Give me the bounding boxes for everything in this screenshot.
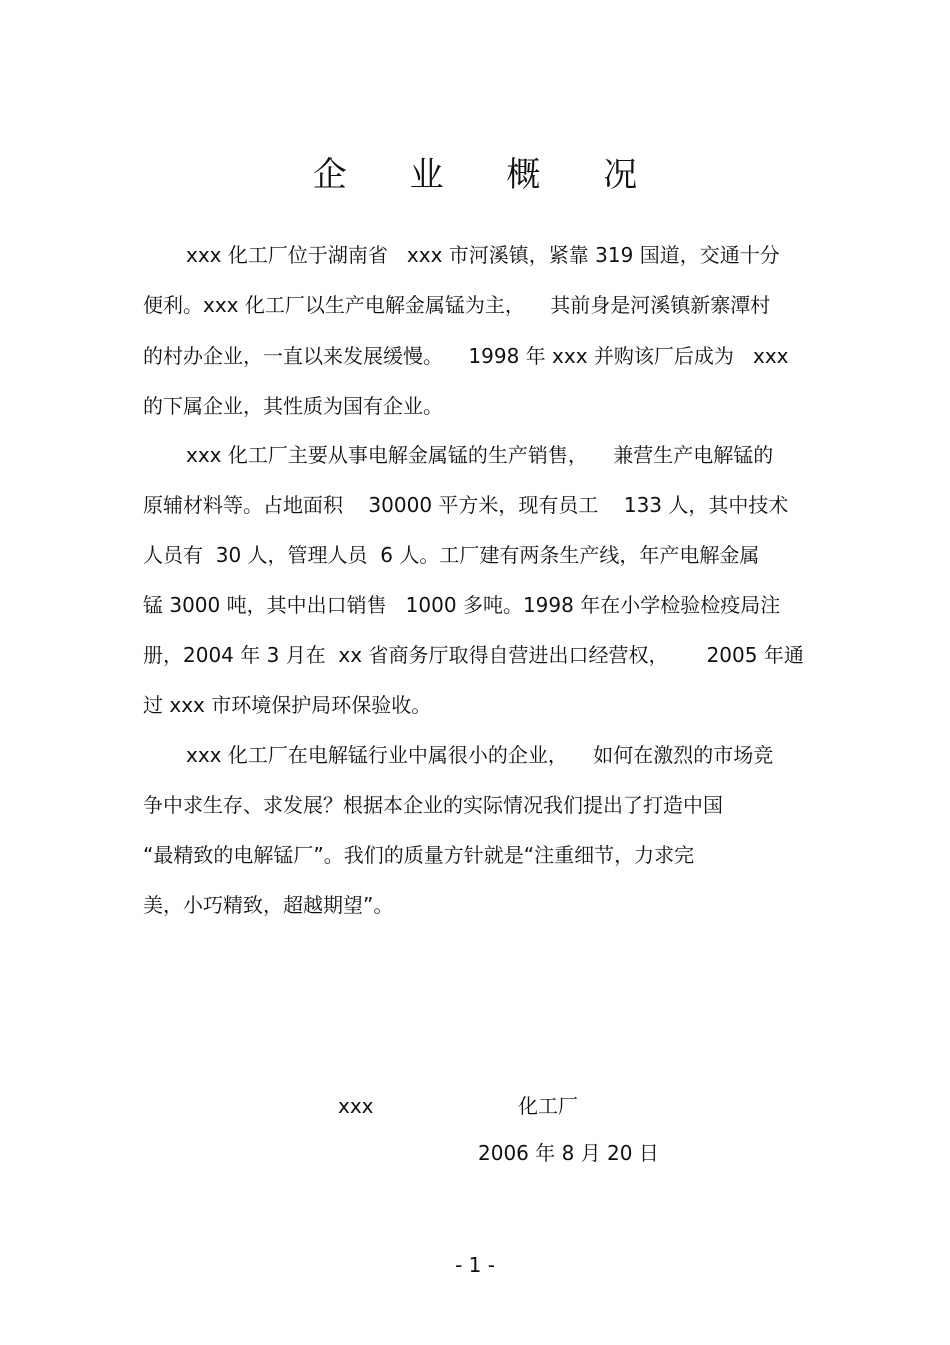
paragraph-line: 便利。xxx 化工厂以生产电解金属锰为主， 其前身是河溪镇新寨潭村 [143,293,771,317]
paragraph-line: 的村办企业，一直以来发展缓慢。 1998 年 xxx 并购该厂后成为 xxx [143,344,789,368]
paragraph-line: 原辅材料等。占地面积 30000 平方米，现有员工 133 人，其中技术 [143,493,789,517]
paragraph-line: 的下属企业，其性质为国有企业。 [143,394,443,418]
paragraph-line: 美，小巧精致，超越期望”。 [143,893,394,917]
paragraph-line: “最精致的电解锰厂”。我们的质量方针就是“注重细节，力求完 [143,843,695,867]
paragraph-line: xxx 化工厂在电解锰行业中属很小的企业， 如何在激烈的市场竞 [186,743,774,767]
paragraph-line: 册，2004 年 3 月在 xx 省商务厅取得自营进出口经营权， 2005 年通 [143,643,804,667]
paragraph-line: xxx 化工厂主要从事电解金属锰的生产销售， 兼营生产电解锰的 [186,443,774,467]
document-title: 企 业 概 况 [312,155,664,195]
paragraph-line: 争中求生存、求发展？根据本企业的实际情况我们提出了打造中国 [143,793,723,817]
signature-company-suffix: 化工厂 [518,1094,578,1118]
signature-date: 2006 年 8 月 20 日 [478,1141,659,1165]
page-number: - 1 - [455,1253,495,1277]
paragraph-line: xxx 化工厂位于湖南省 xxx 市河溪镇，紧靠 319 国道，交通十分 [186,243,780,267]
signature-company-prefix: xxx [338,1094,374,1118]
paragraph-line: 人员有 30 人，管理人员 6 人。工厂建有两条生产线，年产电解金属 [143,543,760,567]
paragraph-line: 过 xxx 市环境保护局环保验收。 [143,693,432,717]
paragraph-line: 锰 3000 吨，其中出口销售 1000 多吨。1998 年在小学检验检疫局注 [143,593,781,617]
